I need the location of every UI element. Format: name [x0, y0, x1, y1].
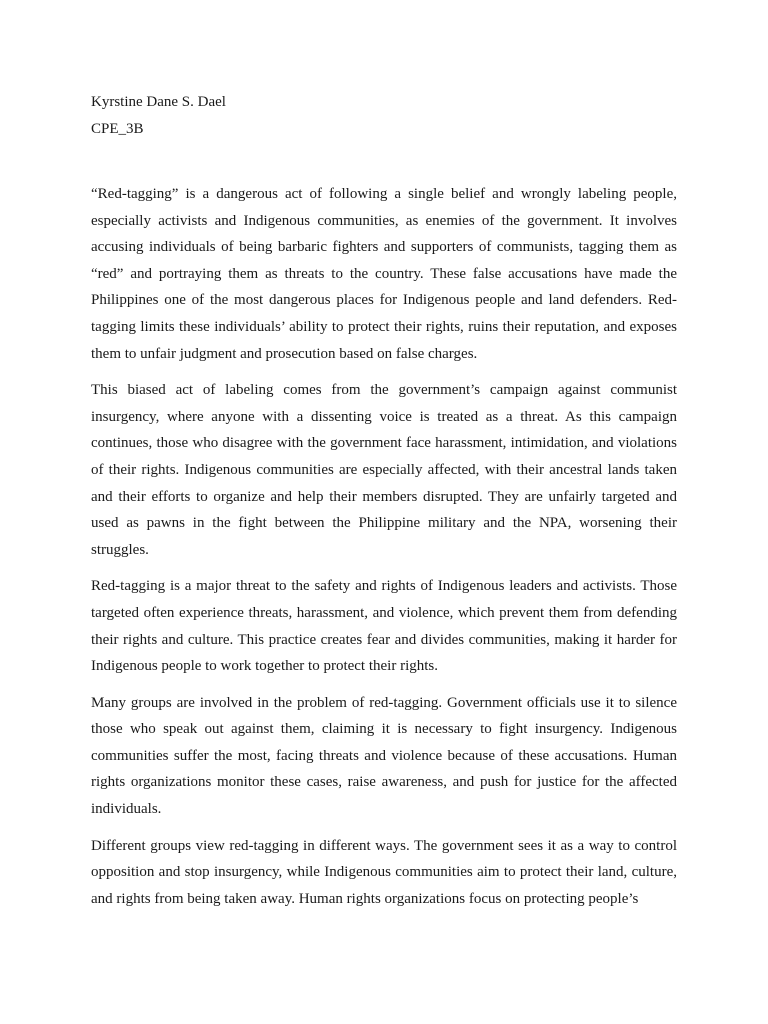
paragraph-2: This biased act of labeling comes from the government’s campaign against communist insurgency, where anyone with a dissenting voice is treated as a threat. As this campaign continues, those who disagree with the government face harassment, intimidation, and violations of their rights. Indigenous communities are especially affected, with their ancestral lands taken and their efforts to organize and help their members disrupted. They are unfairly targeted and used as pawns in the fight between the Philippine military and the NPA, worsening their struggles.	[91, 382, 677, 558]
author-name: Kyrstine Dane S. Dael	[91, 94, 226, 110]
paragraph-4: Many groups are involved in the problem of red-tagging. Government officials use it to silence those who speak out against them, claiming it is necessary to fight insurgency. Indigenous communities suffer the most, facing threats and violence because of these accusations. Human rights organizations monitor these cases, raise awareness, and push for justice for the affected individuals.	[91, 694, 677, 818]
document-header	[91, 92, 677, 146]
paragraph-3: Red-tagging is a major threat to the safety and rights of Indigenous leaders and activists. Those targeted often experience threats, harassment, and violence, which prevent them from defending their rights and culture. This practice creates fear and divides communities, making it harder for Indigenous people to work together to protect their rights.	[91, 578, 677, 675]
paragraph-1: “Red-tagging” is a dangerous act of following a single belief and wrongly labeling people, especially activists and Indigenous communities, as enemies of the government. It involves accusing individuals of being barbaric fighters and supporters of communists, tagging them as “red” and portraying them as threats to the country. These false accusations have made the Philippines one of the most dangerous places for Indigenous people and land defenders. Red-tagging limits these individuals’ ability to protect their rights, ruins their reputation, and exposes them to unfair judgment and prosecution based on false charges.	[91, 186, 677, 362]
class-section: CPE_3B	[91, 121, 144, 137]
document-body	[91, 181, 677, 922]
paragraph-5: Different groups view red-tagging in different ways. The government sees it as a way to control opposition and stop insurgency, while Indigenous communities aim to protect their land, culture, and rights from being taken away. Human rights organizations focus on protecting people’s	[91, 837, 677, 907]
